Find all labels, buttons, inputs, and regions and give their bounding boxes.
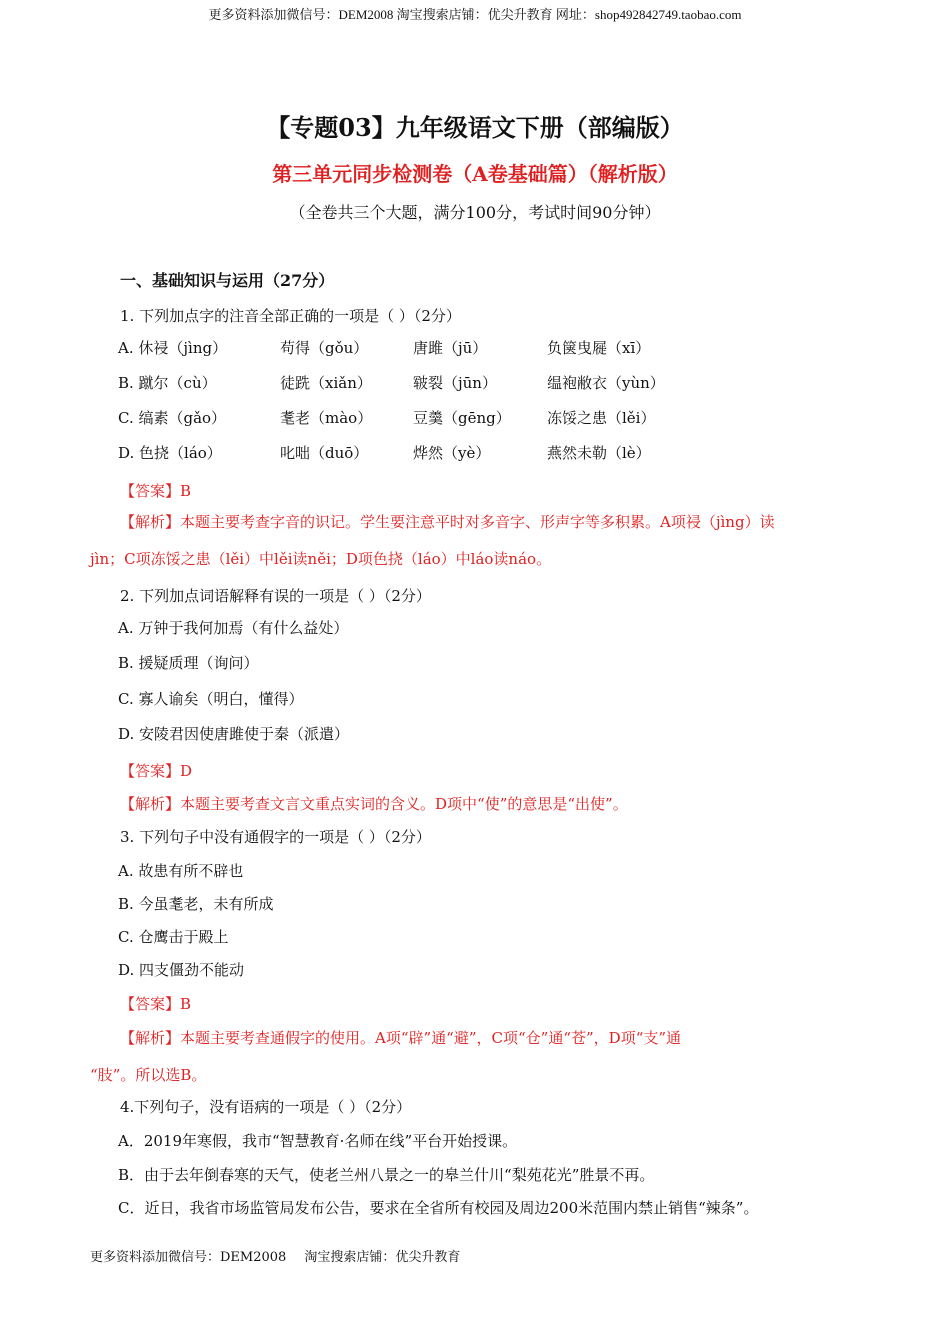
question-3-option-d: D. 四支僵劲不能动 [118,961,245,979]
option-cell: A. 休祲（jìng） [118,339,228,357]
option-cell: 烨然（yè） [413,444,491,462]
question-1-analysis-cont: jìn；C项冻馁之患（lěi）中lěi读něi；D项色挠（láo）中láo读náo。 [90,550,552,568]
footer-shop: 淘宝搜索店铺：优尖升教育 [304,1250,461,1265]
option-cell: C. 缟素（gǎo） [118,409,227,427]
question-2-answer: 【答案】D [120,762,193,780]
question-2-option-b: B. 援疑质理（询问） [118,654,259,672]
option-cell: 唐雎（jū） [413,339,488,357]
question-1-analysis: 【解析】本题主要考查字音的识记。学生要注意平时对多音字、形声字等多积累。A项祲（jìng）读 [120,513,775,531]
option-cell: 燕然未勒（lè） [547,444,651,462]
question-4-option-c: C．近日，我省市场监管局发布公告，要求在全省所有校园及周边200米范围内禁止销售“辣条”。 [118,1199,759,1217]
option-cell: 耄老（mào） [280,409,373,427]
document-title: 【专题03】九年级语文下册（部编版） [266,113,684,142]
question-2-analysis: 【解析】本题主要考查文言文重点实词的含义。D项中“使”的意思是“出使”。 [120,795,628,813]
document-subtitle: 第三单元同步检测卷（A卷基础篇）（解析版） [272,162,678,186]
section-heading: 一、基础知识与运用（27分） [120,271,335,290]
question-2-option-c: C. 寡人谕矣（明白，懂得） [118,690,304,708]
question-2-stem: 2. 下列加点词语解释有误的一项是（ ）（2分） [120,587,431,605]
option-cell: 徒跣（xiǎn） [280,374,372,392]
option-cell: 叱咄（duō） [280,444,369,462]
question-4-option-b: B．由于去年倒春寒的天气，使老兰州八景之一的皋兰什川“梨苑花光”胜景不再。 [118,1166,655,1184]
page-footer [90,1246,460,1265]
question-3-option-a: A. 故患有所不辟也 [118,862,244,880]
option-cell: B. 蹴尔（cù） [118,374,217,392]
option-cell: 冻馁之患（lěi） [547,409,656,427]
question-3-option-b: B. 今虽耄老，未有所成 [118,895,274,913]
footer-wechat: 更多资料添加微信号：DEM2008 [90,1250,287,1265]
question-3-analysis: 【解析】本题主要考查通假字的使用。A项“辟”通“避”，C项“仓”通“苍”，D项“支”通 [120,1029,682,1047]
question-2-option-a: A. 万钟于我何加焉（有什么益处） [118,619,349,637]
option-cell: D. 色挠（láo） [118,444,222,462]
question-3-option-c: C. 仓鹰击于殿上 [118,928,229,946]
option-cell: 苟得（gǒu） [280,339,369,357]
option-cell: 负箧曳屣（xī） [547,339,651,357]
question-2-option-d: D. 安陵君因使唐雎使于秦（派遣） [118,725,350,743]
question-1-stem: 1. 下列加点字的注音全部正确的一项是（ ）（2分） [120,307,461,325]
question-3-analysis-cont: “肢”。所以选B。 [90,1066,207,1084]
question-3-stem: 3. 下列句子中没有通假字的一项是（ ）（2分） [120,828,431,846]
exam-note: （全卷共三个大题，满分100分，考试时间90分钟） [289,203,661,222]
option-cell: 缊袍敝衣（yùn） [547,374,665,392]
question-4-stem: 4.下列句子，没有语病的一项是（ ）（2分） [120,1098,412,1116]
page-header: 更多资料添加微信号：DEM2008 淘宝搜索店铺：优尖升教育 网址：shop492842749.taobao.com [208,7,742,22]
question-1-answer: 【答案】B [120,482,192,500]
question-3-answer: 【答案】B [120,995,192,1013]
option-cell: 豆羹（gēng） [413,409,511,427]
question-4-option-a: A．2019年寒假，我市“智慧教育·名师在线”平台开始授课。 [118,1132,518,1150]
option-cell: 皲裂（jūn） [413,374,497,392]
